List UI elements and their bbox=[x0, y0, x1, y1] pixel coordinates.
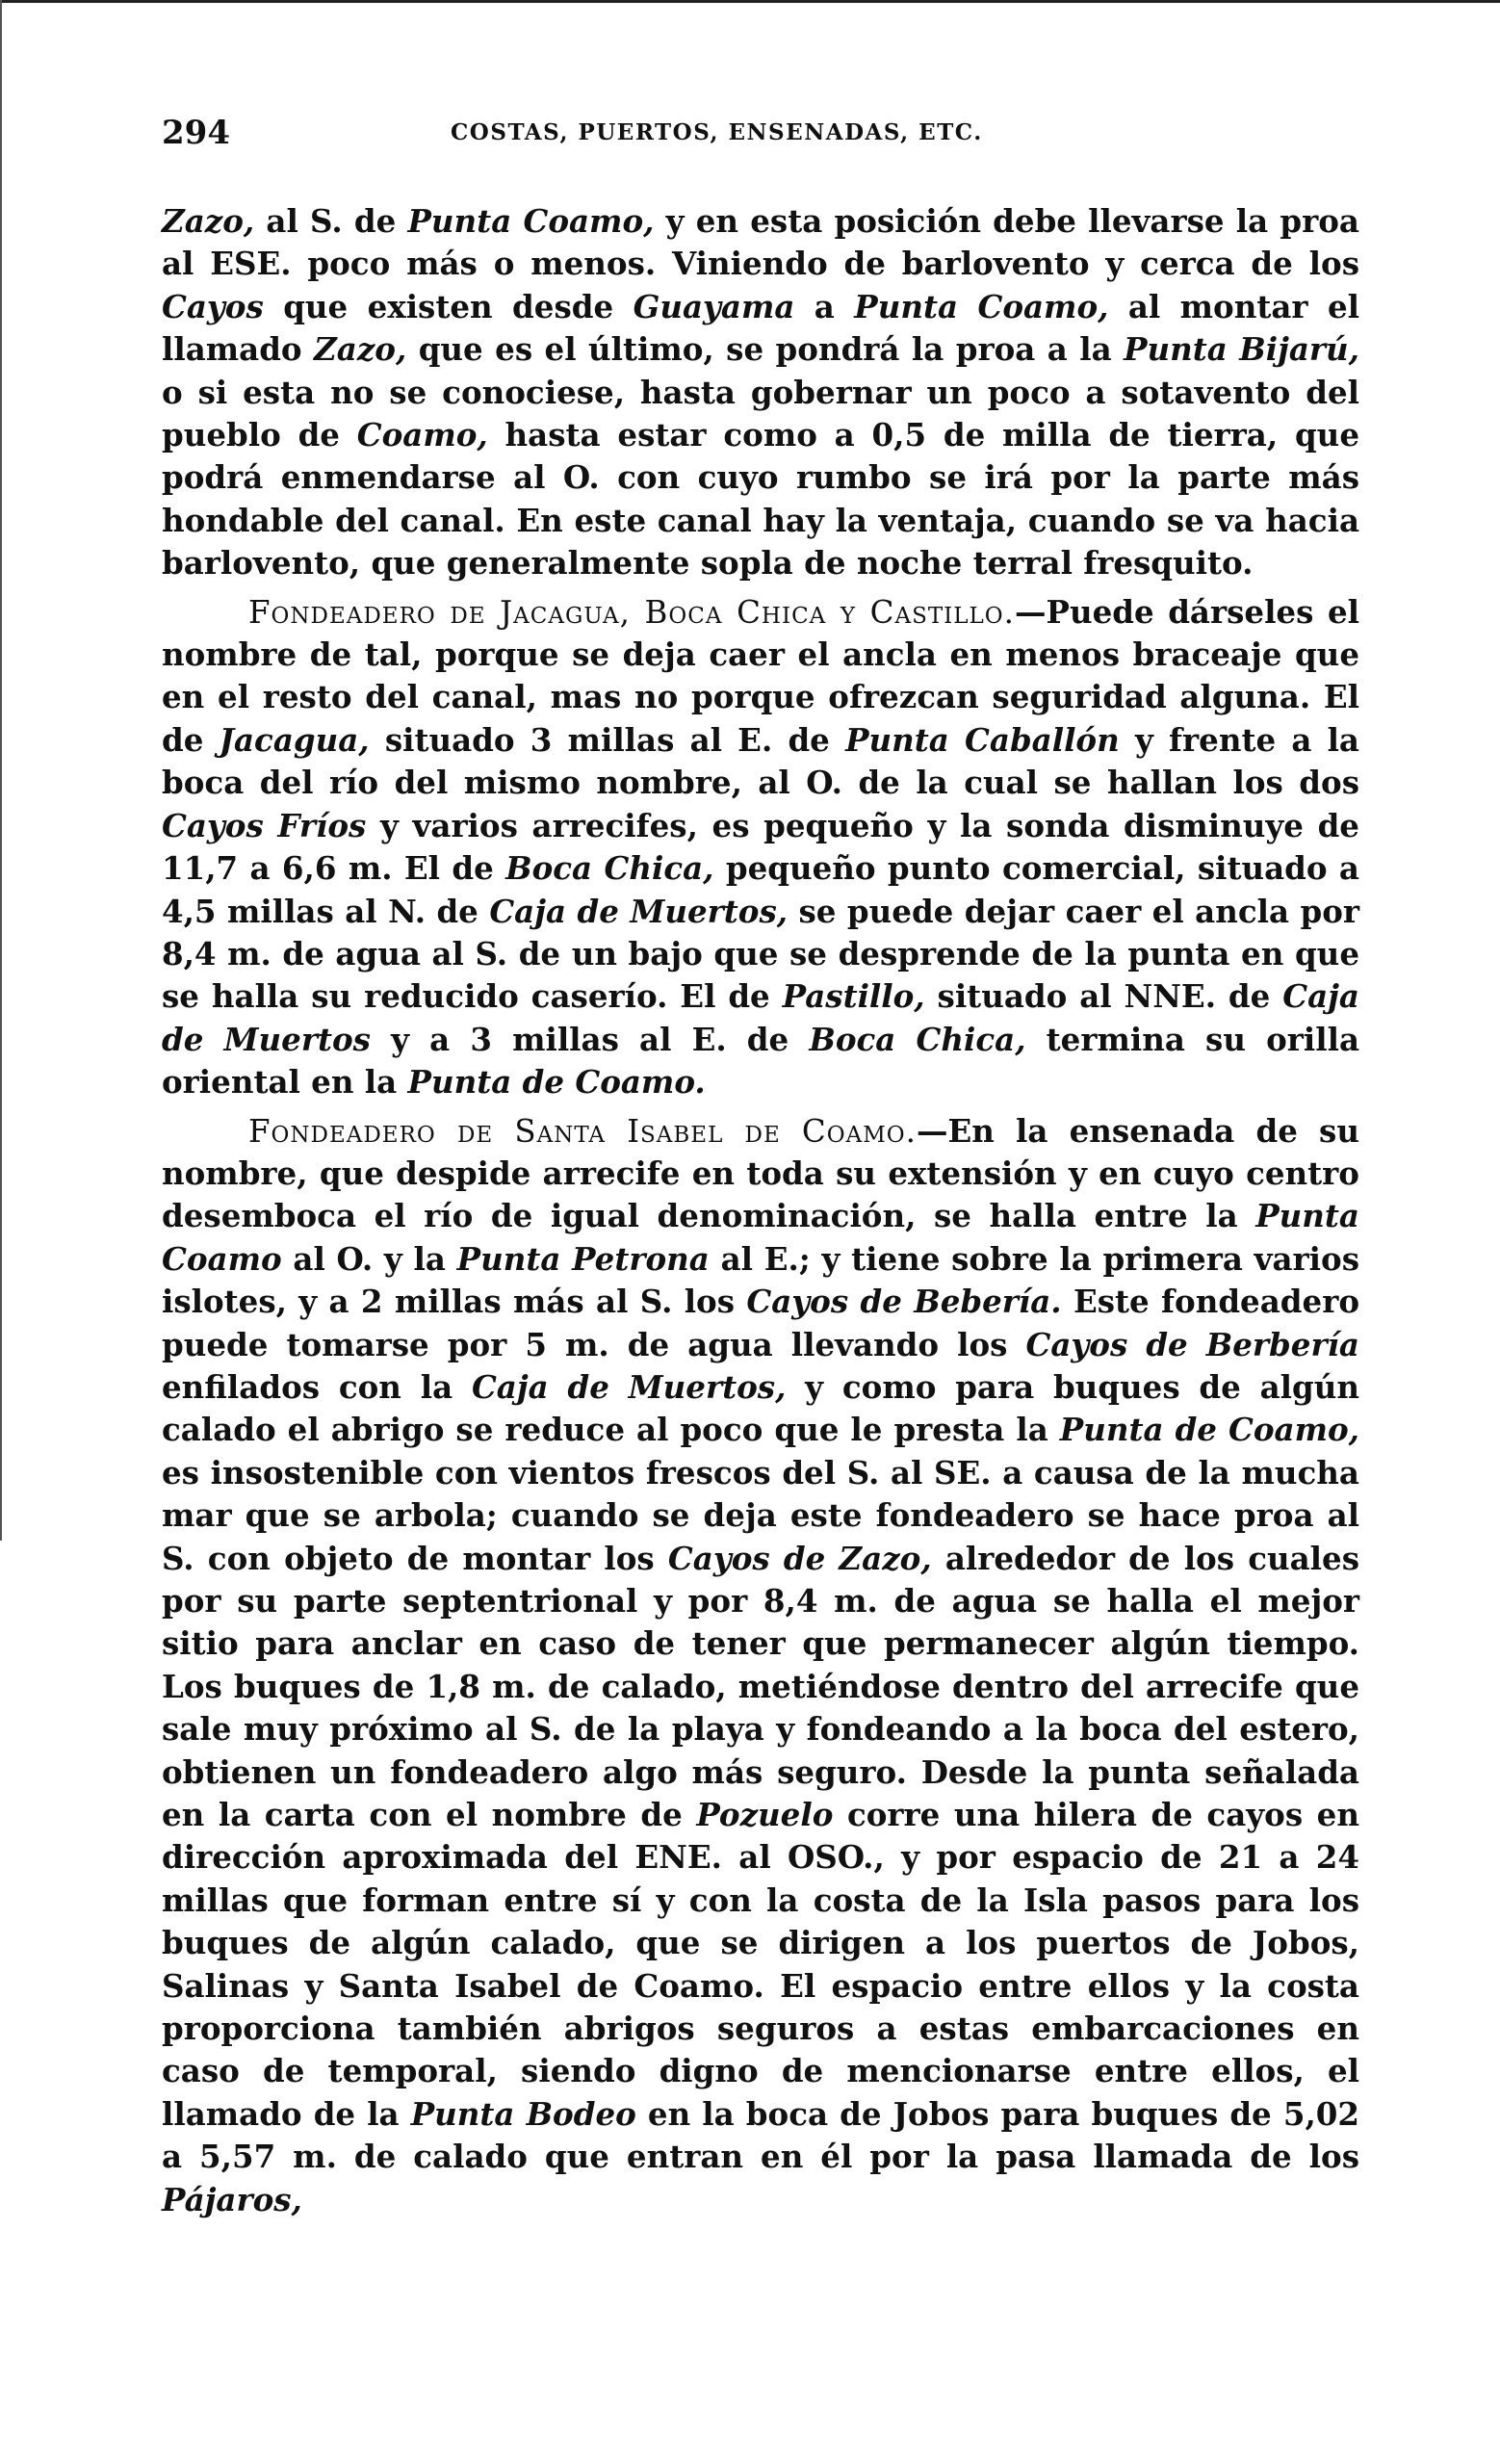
place-name: Zazo, bbox=[162, 202, 255, 240]
place-name: Jacagua, bbox=[219, 720, 370, 759]
paragraph-continuation bbox=[162, 200, 1359, 585]
text-run: alrededor de los cuales por su parte septentrional y por 8,4 m. de agua se halla el mejor sitio para anclar en caso de tener que permanecer algún tiempo. Los buques de 1,8 m. de calado, metiéndose dentro del arrecife que sale muy próximo al S. de la playa y fondeando a la boca del estero, obtienen un fondeadero algo más seguro. Desde la punta señalada en la carta con el nombre de bbox=[162, 1539, 1359, 1834]
place-name: Cayos de Bebería. bbox=[746, 1283, 1062, 1321]
running-head bbox=[162, 114, 1359, 171]
text-run: y en esta posición debe llevarse la proa al ESE. poco más o menos. Viniendo de barlovento y cerca de los bbox=[162, 202, 1359, 283]
text-run: al montar el llamado bbox=[162, 287, 1359, 369]
text-run: situado al NNE. de bbox=[924, 977, 1283, 1016]
body-text bbox=[162, 200, 1359, 2221]
section-heading: Fondeadero de Jacagua, Boca Chica y Castillo. bbox=[248, 593, 1015, 631]
place-name: Pastillo, bbox=[782, 977, 925, 1016]
text-run: pequeño punto comercial, situado a 4,5 millas al N. de bbox=[162, 849, 1359, 930]
place-name: Boca Chica, bbox=[505, 849, 714, 888]
text-run: —En la ensenada de su nombre, que despide arrecife en toda su extensión y en cuyo centro desemboca el río de igual denominación, se halla entre la bbox=[162, 1111, 1359, 1235]
place-name: Punta Caballón bbox=[845, 720, 1120, 759]
place-name: Coamo, bbox=[356, 416, 488, 454]
page-number: 294 bbox=[162, 114, 230, 152]
place-name: Punta Coamo, bbox=[854, 287, 1109, 325]
place-name: Pozuelo bbox=[696, 1796, 834, 1834]
text-run: a bbox=[794, 287, 855, 325]
place-name: Punta Coamo bbox=[162, 1197, 1359, 1278]
place-name: Punta de Coamo, bbox=[1059, 1411, 1359, 1449]
text-run: es insostenible con vientos frescos del S. al SE. a causa de la mucha mar que se arbola; cuando se deja este fondeadero se hace proa al S. con objeto de montar los bbox=[162, 1453, 1359, 1577]
place-name: Pájaros, bbox=[162, 2180, 302, 2218]
place-name: Punta Bodeo bbox=[410, 2094, 636, 2133]
text-run: y a 3 millas al E. de bbox=[370, 1020, 810, 1058]
text-run: que existen desde bbox=[263, 287, 634, 325]
text-run: termina su orilla oriental en la bbox=[162, 1020, 1360, 1102]
place-name: Cayos de Zazo, bbox=[667, 1539, 932, 1577]
text-run: que es el último, se pondrá la proa a la bbox=[406, 330, 1125, 369]
text-run: al O. y la bbox=[281, 1239, 457, 1278]
place-name: Zazo, bbox=[314, 330, 407, 369]
text-run: Este fondeadero puede tomarse por 5 m. de agua llevando los bbox=[162, 1283, 1359, 1363]
text-run: al E.; y tiene sobre la primera varios islotes, y a 2 millas más al S. los bbox=[162, 1239, 1359, 1321]
place-name: Cayos bbox=[162, 287, 264, 325]
text-run: o si esta no se conociese, hasta gobernar un poco a sotavento del pueblo de bbox=[162, 373, 1359, 454]
text-run: al S. de bbox=[254, 202, 408, 240]
place-name: Cayos Fríos bbox=[162, 806, 367, 844]
page-left-edge bbox=[0, 0, 2, 1541]
book-page bbox=[162, 114, 1359, 2221]
text-run: y frente a la boca del río del mismo nombre, al O. de la cual se hallan los dos bbox=[162, 720, 1359, 802]
text-run: y varios arrecifes, es pequeño y la sonda disminuye de 11,7 a 6,6 m. El de bbox=[162, 806, 1359, 888]
place-name: Punta Coamo, bbox=[407, 202, 655, 240]
page-top-edge bbox=[0, 0, 1500, 3]
text-run: situado 3 millas al E. de bbox=[369, 720, 846, 759]
paragraph-jacagua bbox=[162, 591, 1359, 1104]
place-name: Boca Chica, bbox=[809, 1020, 1026, 1058]
place-name: Caja de Muertos bbox=[162, 977, 1359, 1058]
place-name: Punta Bijarú, bbox=[1124, 330, 1359, 369]
text-run: y como para buques de algún calado el abrigo se reduce al poco que le presta la bbox=[162, 1367, 1360, 1449]
text-run: enfilados con la bbox=[162, 1367, 472, 1406]
text-run: en la boca de Jobos para buques de 5,02 a 5,57 m. de calado que entran en él por la pasa llamada de los bbox=[162, 2094, 1359, 2176]
place-name: Punta de Coamo. bbox=[407, 1063, 706, 1102]
place-name: Guayama bbox=[633, 287, 795, 325]
place-name: Cayos de Berbería bbox=[1025, 1325, 1359, 1363]
place-name: Caja de Muertos, bbox=[471, 1367, 787, 1406]
text-run: corre una hilera de cayos en dirección aproximada del ENE. al OSO., y por espacio de 21 a 24 millas que forman entre sí y con la costa de la Isla pasos para los buques de algún calado, que se dirigen a los puertos de Jobos, Salinas y Santa Isabel de Coamo. El espacio entre ellos y la costa proporciona también abrigos seguros a estas embarcaciones en caso de temporal, siendo digno de mencionarse entre ellos, el llamado de la bbox=[162, 1796, 1359, 2133]
place-name: Punta Petrona bbox=[456, 1239, 710, 1278]
running-title: COSTAS, PUERTOS, ENSENADAS, ETC. bbox=[451, 119, 983, 145]
place-name: Caja de Muertos, bbox=[489, 892, 789, 930]
text-run: —Puede dárseles el nombre de tal, porque se deja caer el ancla en menos braceaje que en el resto del canal, mas no porque ofrezcan seguridad alguna. El de bbox=[162, 592, 1359, 759]
paragraph-santa-isabel bbox=[162, 1110, 1359, 2222]
text-run: se puede dejar caer el ancla por 8,4 m. de agua al S. de un bajo que se desprende de la punta en que se halla su reducido caserío. El de bbox=[162, 892, 1360, 1016]
section-heading: Fondeadero de Santa Isabel de Coamo. bbox=[248, 1112, 917, 1150]
text-run: hasta estar como a 0,5 de milla de tierra, que podrá enmendarse al O. con cuyo rumbo se irá por la parte más hondable del canal. En este canal hay la ventaja, cuando se va hacia barlovento, que generalmente sopla de noche terral fresquito. bbox=[162, 416, 1359, 583]
